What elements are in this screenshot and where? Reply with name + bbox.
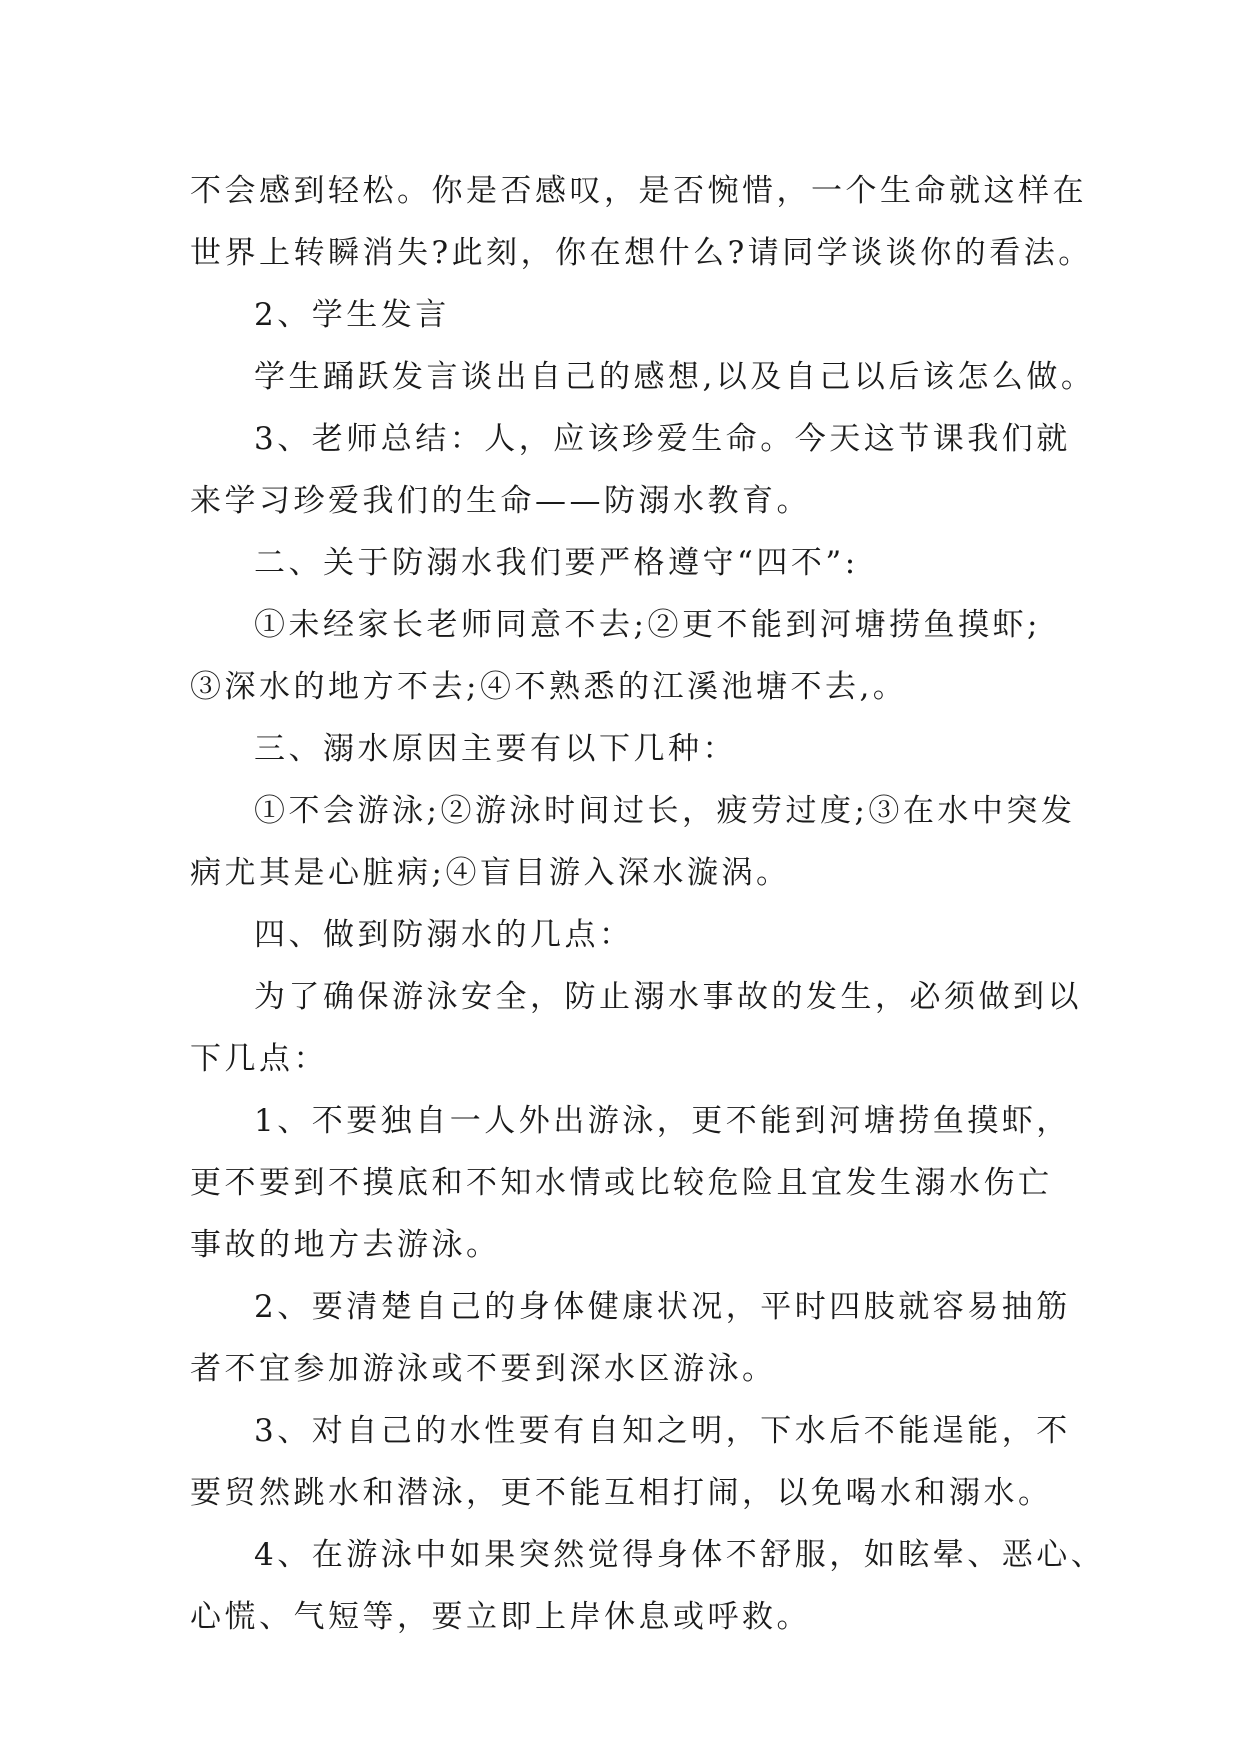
text-line: 四、做到防溺水的几点： xyxy=(254,917,634,953)
text-line: 心慌、气短等，要立即上岸休息或呼救。 xyxy=(190,1599,811,1635)
text-line: 下几点： xyxy=(190,1041,328,1077)
text-line: ③深水的地方不去;④不熟悉的江溪池塘不去,。 xyxy=(190,669,908,705)
text-line: 4、在游泳中如果突然觉得身体不舒服，如眩晕、恶心、 xyxy=(254,1537,1106,1573)
text-line: 1、不要独自一人外出游泳，更不能到河塘捞鱼摸虾， xyxy=(254,1103,1071,1139)
text-line: 2、要清楚自己的身体健康状况，平时四肢就容易抽筋 xyxy=(254,1289,1071,1325)
text-line: 来学习珍爱我们的生命——防溺水教育。 xyxy=(190,483,811,519)
text-line: 事故的地方去游泳。 xyxy=(190,1227,501,1263)
document-body xyxy=(190,160,1106,1648)
text-line: 二、关于防溺水我们要严格遵守“四不”: xyxy=(254,545,859,581)
text-line: ①未经家长老师同意不去;②更不能到河塘捞鱼摸虾; xyxy=(254,607,1041,643)
text-line: 3、对自己的水性要有自知之明，下水后不能逞能，不 xyxy=(254,1413,1071,1449)
text-line: 三、溺水原因主要有以下几种： xyxy=(254,731,737,767)
text-line: 要贸然跳水和潜泳，更不能互相打闹，以免喝水和溺水。 xyxy=(190,1475,1053,1511)
text-line: 世界上转瞬消失?此刻，你在想什么?请同学谈谈你的看法。 xyxy=(190,235,1093,271)
text-line: 者不宜参加游泳或不要到深水区游泳。 xyxy=(190,1351,777,1387)
text-line: 不会感到轻松。你是否感叹，是否惋惜，一个生命就这样在 xyxy=(190,173,1087,209)
text-line: 3、老师总结：人，应该珍爱生命。今天这节课我们就 xyxy=(254,421,1071,457)
text-line: 为了确保游泳安全，防止溺水事故的发生，必须做到以 xyxy=(254,979,1082,1015)
text-line: 更不要到不摸底和不知水情或比较危险且宜发生溺水伤亡 xyxy=(190,1165,1053,1201)
text-line: 学生踊跃发言谈出自己的感想,以及自己以后该怎么做。 xyxy=(254,359,1096,395)
text-line: 2、学生发言 xyxy=(254,297,450,333)
text-line: 病尤其是心脏病;④盲目游入深水漩涡。 xyxy=(190,855,791,891)
text-line: ①不会游泳;②游泳时间过长，疲劳过度;③在水中突发 xyxy=(254,793,1076,829)
